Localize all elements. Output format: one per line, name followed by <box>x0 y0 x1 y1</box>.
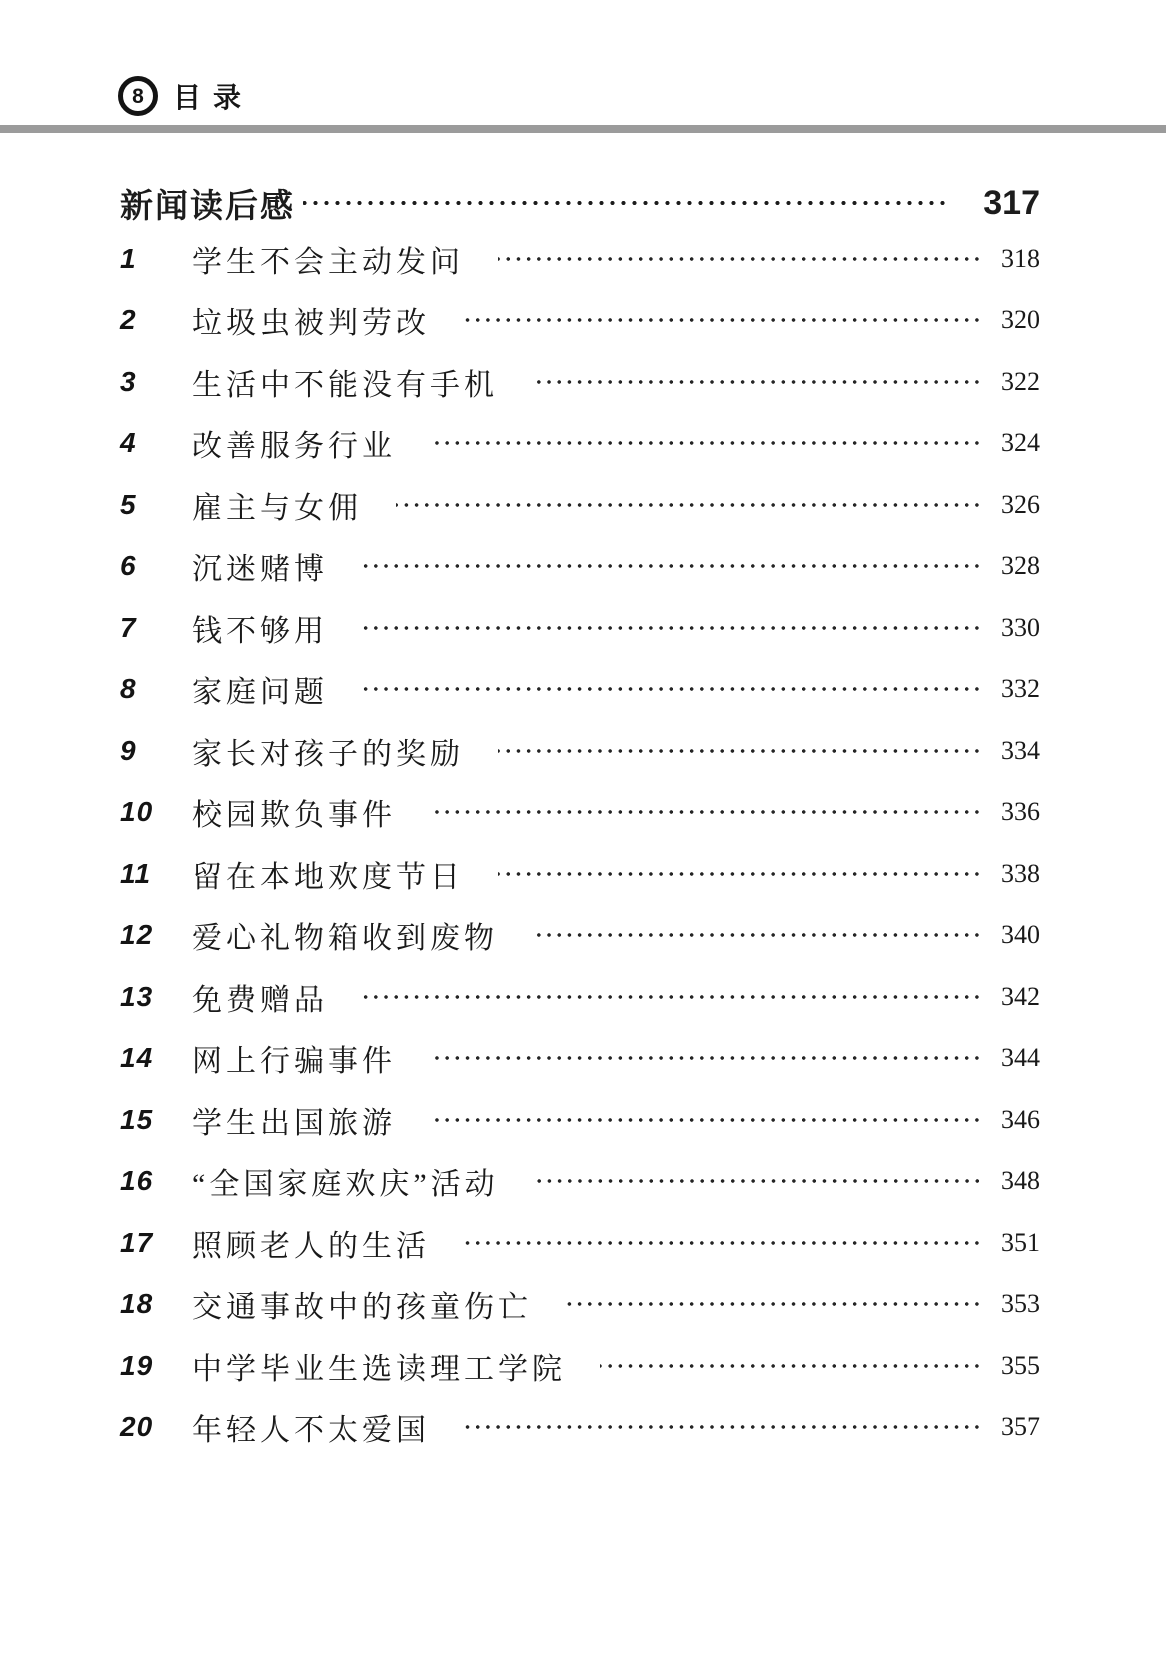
entry-number: 14 <box>120 1042 154 1074</box>
entry-title: 中学毕业生选读理工学院 <box>192 1352 566 1386</box>
entry-title: 垃圾虫被判劳改 <box>192 307 430 341</box>
dot-leader <box>362 560 982 572</box>
entry-title: 钱不够用 <box>192 614 328 648</box>
entry-page-number: 334 <box>1001 735 1040 765</box>
entry-number: 1 <box>120 242 137 274</box>
dot-leader <box>430 437 982 449</box>
section-page-number: 317 <box>983 183 1040 222</box>
dot-leader <box>430 1052 982 1064</box>
entry-page-number: 351 <box>1001 1227 1040 1257</box>
entry-number: 5 <box>120 488 137 520</box>
toc-entry-row <box>120 351 1040 413</box>
dot-leader <box>464 1237 982 1249</box>
running-head <box>118 76 253 116</box>
entry-page-number: 320 <box>1001 305 1040 335</box>
entry-title: “全国家庭欢庆”活动 <box>192 1168 499 1202</box>
entry-page-number: 344 <box>1001 1043 1040 1073</box>
dot-leader <box>303 196 948 210</box>
entry-title: 生活中不能没有手机 <box>192 368 498 402</box>
entry-title: 沉迷赌博 <box>192 553 328 587</box>
entry-number: 16 <box>120 1165 154 1197</box>
table-of-contents <box>120 178 1040 1458</box>
dot-leader <box>396 499 982 511</box>
toc-entry-row <box>120 597 1040 659</box>
entry-page-number: 330 <box>1001 612 1040 642</box>
entry-number: 3 <box>120 365 137 397</box>
entry-title: 年轻人不太爱国 <box>192 1414 430 1448</box>
toc-entry-row <box>120 659 1040 721</box>
dot-leader <box>532 376 982 388</box>
entry-title: 改善服务行业 <box>192 430 396 464</box>
entry-page-number: 355 <box>1001 1350 1040 1380</box>
dot-leader <box>532 929 982 941</box>
dot-leader <box>566 1298 982 1310</box>
entry-page-number: 324 <box>1001 428 1040 458</box>
dot-leader <box>430 806 982 818</box>
dot-leader <box>533 1175 982 1187</box>
entry-page-number: 336 <box>1001 797 1040 827</box>
dot-leader <box>362 622 982 634</box>
entry-title: 学生不会主动发问 <box>192 245 464 279</box>
toc-entry-row <box>120 966 1040 1028</box>
entry-page-number: 353 <box>1001 1289 1040 1319</box>
entry-title: 家长对孩子的奖励 <box>192 737 464 771</box>
entry-number: 19 <box>120 1349 154 1381</box>
toc-section-row <box>120 178 1040 228</box>
toc-entry-row <box>120 1274 1040 1336</box>
entry-number: 6 <box>120 550 137 582</box>
entry-number: 12 <box>120 919 154 951</box>
dot-leader <box>498 253 982 265</box>
entry-number: 17 <box>120 1226 154 1258</box>
dot-leader <box>600 1360 982 1372</box>
entry-number: 11 <box>120 857 152 889</box>
toc-entry-row <box>120 843 1040 905</box>
entry-title: 家庭问题 <box>192 676 328 710</box>
entry-page-number: 318 <box>1001 243 1040 273</box>
toc-entry-row <box>120 474 1040 536</box>
entry-title: 照顾老人的生活 <box>192 1229 430 1263</box>
toc-entry-row <box>120 228 1040 290</box>
toc-entry-row <box>120 1151 1040 1213</box>
entry-page-number: 346 <box>1001 1104 1040 1134</box>
document-title: 目录 <box>173 83 254 114</box>
entry-title: 爱心礼物箱收到废物 <box>192 922 498 956</box>
entry-number: 20 <box>120 1411 154 1443</box>
dot-leader <box>464 1421 982 1433</box>
toc-entry-row <box>120 905 1040 967</box>
toc-entry-row <box>120 413 1040 475</box>
entry-number: 15 <box>120 1103 154 1135</box>
dot-leader <box>498 745 982 757</box>
entry-number: 18 <box>120 1288 154 1320</box>
dot-leader <box>464 314 982 326</box>
dot-leader <box>362 683 982 695</box>
dot-leader <box>362 991 982 1003</box>
entry-page-number: 338 <box>1001 858 1040 888</box>
entry-title: 交通事故中的孩童伤亡 <box>192 1291 532 1325</box>
entry-title: 学生出国旅游 <box>192 1106 396 1140</box>
entry-number: 9 <box>120 734 137 766</box>
toc-entry-row <box>120 1028 1040 1090</box>
header-rule-divider <box>0 125 1166 133</box>
entry-title: 校园欺负事件 <box>192 799 396 833</box>
entry-page-number: 348 <box>1001 1166 1040 1196</box>
toc-entry-row <box>120 782 1040 844</box>
toc-entry-row <box>120 720 1040 782</box>
entry-page-number: 342 <box>1001 981 1040 1011</box>
entry-number: 8 <box>120 673 137 705</box>
entry-number: 13 <box>120 980 154 1012</box>
entry-page-number: 328 <box>1001 551 1040 581</box>
entry-title: 雇主与女佣 <box>192 491 362 525</box>
entry-page-number: 322 <box>1001 366 1040 396</box>
page-number-badge: 8 <box>118 76 158 116</box>
toc-entry-row <box>120 1212 1040 1274</box>
toc-entry-row <box>120 1397 1040 1459</box>
entry-title: 免费赠品 <box>192 983 328 1017</box>
toc-entry-row <box>120 290 1040 352</box>
toc-entry-row <box>120 536 1040 598</box>
entry-page-number: 357 <box>1001 1412 1040 1442</box>
entry-number: 4 <box>120 427 137 459</box>
entry-page-number: 340 <box>1001 920 1040 950</box>
section-title: 新闻读后感 <box>120 188 295 225</box>
toc-entry-list <box>120 228 1040 1458</box>
dot-leader <box>430 1114 982 1126</box>
entry-number: 7 <box>120 611 137 643</box>
entry-title: 网上行骗事件 <box>192 1045 396 1079</box>
entry-page-number: 326 <box>1001 489 1040 519</box>
toc-entry-row <box>120 1089 1040 1151</box>
dot-leader <box>498 868 982 880</box>
entry-title: 留在本地欢度节日 <box>192 860 464 894</box>
toc-entry-row <box>120 1335 1040 1397</box>
entry-page-number: 332 <box>1001 674 1040 704</box>
entry-number: 10 <box>120 796 154 828</box>
entry-number: 2 <box>120 304 137 336</box>
